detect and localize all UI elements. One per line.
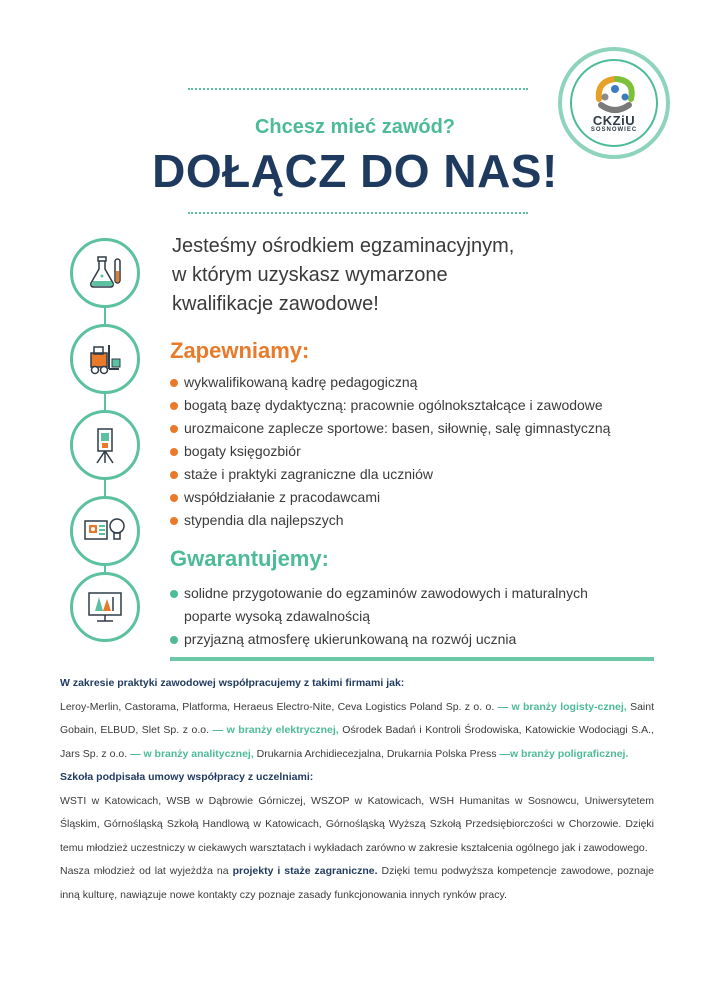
top-dotted-divider — [188, 88, 528, 90]
list-item-text: staże i praktyki zagraniczne dla uczniów — [184, 466, 434, 482]
universities-heading: Szkoła podpisała umowy współpracy z uczelniami: — [60, 771, 314, 783]
page-subtitle: Chcesz mieć zawód? — [254, 116, 456, 138]
list-item-text: urozmaicone zaplecze sportowe: basen, siłownię, salę gimnastyczną — [184, 420, 611, 436]
bullet-dot — [170, 471, 178, 479]
bullet-dot — [170, 379, 178, 387]
gwarantujemy-heading: Gwarantujemy: — [170, 546, 329, 571]
list-item — [170, 486, 670, 509]
logo-city: SOSNOWIEC — [590, 127, 638, 133]
forklift-icon — [70, 324, 140, 394]
icon-connector — [104, 478, 106, 496]
section-divider — [170, 657, 654, 661]
list-item-text: solidne przygotowanie do egzaminów zawodowych i maturalnych — [184, 585, 588, 601]
bottom-dotted-divider — [188, 212, 528, 214]
bullet-dot — [170, 590, 178, 598]
firms-electrical-label: — w branży elektrycznej, — [212, 724, 339, 736]
zapewniamy-heading: Zapewniamy: — [170, 338, 310, 363]
list-item-text: przyjazną atmosferę ukierunkowaną na rozwój ucznia — [184, 631, 517, 647]
logo-people-icon — [591, 75, 639, 115]
abroad-highlight: projekty i staże zagraniczne. — [232, 865, 378, 877]
intro-line: kwalifikacje zawodowe! — [172, 293, 379, 315]
logo-name: CKZiU — [592, 113, 636, 128]
intro-text — [172, 232, 652, 319]
bullet-dot — [170, 402, 178, 410]
intro-line: Jesteśmy ośrodkiem egzaminacyjnym, — [172, 235, 515, 257]
list-item-text: bogatą bazę dydaktyczną: pracownie ogólnokształcące i zawodowe — [184, 397, 603, 413]
list-item — [170, 463, 670, 486]
logo-inner-ring — [570, 59, 658, 147]
bullet-dot — [170, 425, 178, 433]
firms-printing-label: —w branży poligraficznej. — [499, 747, 629, 760]
list-item — [170, 417, 670, 440]
list-item-text: bogaty księgozbiór — [184, 443, 301, 459]
firms-electrical: Saint Gobain, ELBUD, Slet Sp. z o.o. — [60, 700, 655, 736]
page-title: DOŁĄCZ DO NAS! — [152, 145, 558, 197]
list-item-text: stypendia dla najlepszych — [184, 512, 344, 528]
list-item — [170, 371, 670, 394]
gwarantujemy-list — [170, 582, 670, 651]
zapewniamy-list — [170, 371, 670, 532]
abroad-text: Nasza młodzież od lat wyjeżdża na — [60, 865, 229, 877]
firms-heading: W zakresie praktyki zawodowej współpracujemy z takimi firmami jak: — [60, 677, 405, 689]
list-item-text: poparte wysoką zdawalnością — [184, 608, 370, 624]
firms-analytical: Ośrodek Badań i Kontroli Środowiska, Katowickie Wodociągi S.A., Jars Sp. z o.o. — [60, 724, 654, 760]
school-logo — [558, 47, 670, 159]
firms-analytical-label: — w branży analitycznej, — [130, 747, 254, 760]
laboratory-flask-icon — [70, 238, 140, 308]
surveying-instrument-icon — [70, 410, 140, 480]
list-item-text: współdziałanie z pracodawcami — [184, 489, 381, 505]
cooperation-section — [60, 672, 654, 907]
list-item — [170, 628, 670, 651]
list-item — [170, 509, 670, 532]
firms-printing: Drukarnia Archidiecezjalna, Drukarnia Polska Press — [256, 747, 497, 760]
electronics-lightbulb-icon — [70, 496, 140, 566]
universities-paragraph: WSTI w Katowicach, WSB w Dąbrowie Górniczej, WSZOP w Katowicach, WSH Humanitas w Sosnowcu, Uniwersytetem Śląskim, Górnośląską Szkołą Handlową w Katowicach, Górnośląską Wyższą Szkołą Przedsiębiorczości w Chorzowie. Dzięki temu młodzież uczestniczy w ciekawych warsztatach i wykładach zarówno w zakresie kształcenia ogólnego jak i zawodowego. — [60, 794, 654, 854]
list-item — [170, 440, 670, 463]
abroad-paragraph — [60, 860, 654, 907]
design-monitor-icon — [70, 572, 140, 642]
icon-connector — [104, 392, 106, 410]
intro-line: w którym uzyskasz wymarzone — [172, 264, 448, 286]
bullet-dot — [170, 517, 178, 525]
list-item — [170, 394, 670, 417]
firms-paragraph — [60, 696, 654, 767]
bullet-dot — [170, 448, 178, 456]
list-item — [170, 582, 670, 628]
bullet-dot — [170, 494, 178, 502]
icon-connector — [104, 306, 106, 324]
abroad-text: Dzięki temu podwyższa kompetencje zawodowe, poznaje inną kulturę, nawiązuje nowe kontakty czy poznaje zasady funkcjonowania innych rynków pracy. — [60, 865, 655, 901]
firms-logistics-label: — w branży logisty-cznej, — [497, 700, 627, 713]
firms-logistics: Leroy-Merlin, Castorama, Platforma, Heraeus Electro-Nite, Ceva Logistics Poland Sp. z o. o. — [60, 700, 495, 713]
list-item-text: wykwalifikowaną kadrę pedagogiczną — [184, 374, 418, 390]
bullet-dot — [170, 636, 178, 644]
